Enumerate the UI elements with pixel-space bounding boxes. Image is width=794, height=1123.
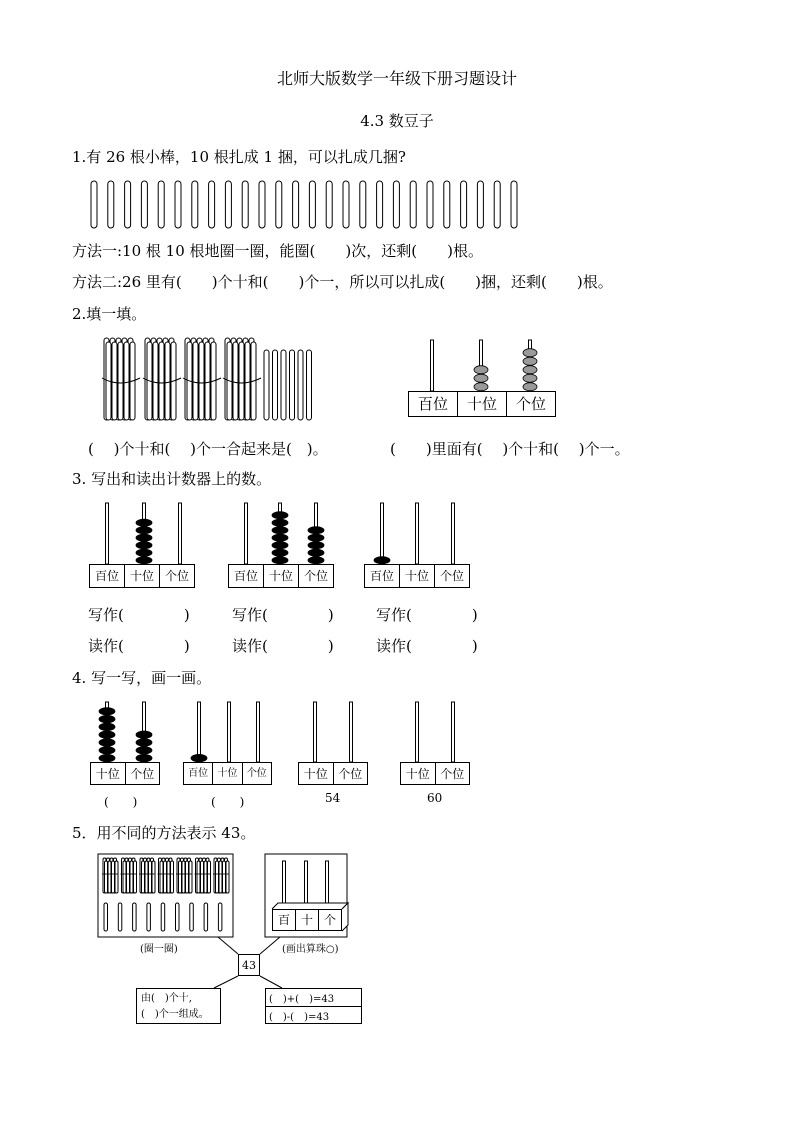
q5-compose-line1: 由( )个十,: [141, 993, 192, 1004]
bundle-stick: [219, 861, 222, 893]
loose-stick: [218, 903, 222, 931]
q4-a2-tens: 十位: [213, 763, 242, 784]
q2-label-hundreds: 百位: [409, 392, 458, 416]
loose-stick: [118, 903, 122, 931]
q3-a2-tens: 十位: [264, 565, 299, 587]
bundle-stick: [108, 861, 111, 893]
q3-write-3: 写作( ): [376, 606, 478, 624]
bundle-stick: [142, 861, 145, 893]
q5-equation-box: [265, 988, 362, 1024]
q1-question: 1.有 26 根小棒，10 根扎成 1 捆，可以扎成几捆?: [72, 148, 406, 166]
q5-label-tens: 十: [296, 910, 319, 930]
q5-label-hundreds: 百: [273, 910, 296, 930]
bundle-stick: [130, 861, 133, 893]
loose-stick: [104, 903, 108, 931]
q2-label-ones: 个位: [515, 394, 546, 413]
connector-line: [214, 976, 238, 988]
bundle-stick: [105, 861, 108, 893]
loose-stick: [133, 903, 137, 931]
q4-a4-ones: 个位: [440, 766, 465, 781]
q4-a3-ones: 个位: [338, 766, 363, 781]
q5-label-ones: 个: [323, 913, 336, 927]
q3-a2-hundreds: 百位: [229, 565, 264, 587]
q2-label-tens: 十位: [458, 392, 507, 416]
q3-heading: 3. 写出和读出计数器上的数。: [72, 470, 272, 488]
q3-a1-hundreds: 百位: [90, 565, 125, 587]
q3-write-1: 写作( ): [88, 606, 190, 624]
q3-a3-hundreds: 百位: [365, 565, 400, 587]
q2-heading: 2.填一填。: [72, 305, 147, 323]
loose-stick: [190, 903, 194, 931]
bundle-stick: [182, 861, 185, 893]
loose-stick: [147, 903, 151, 931]
q3-a1-tens: 十位: [125, 565, 160, 587]
bundle-stick: [152, 861, 155, 893]
q4-a1-tens: 十位: [91, 763, 126, 784]
q5-center-number: 43: [238, 954, 260, 976]
q4-blank-1: ( ): [104, 795, 138, 809]
rod: [326, 861, 329, 909]
q4-a4-tens: 十位: [401, 763, 436, 784]
q2-fill-right: ( )里面有( )个十和( )个一。: [390, 440, 630, 458]
bundle-stick: [112, 861, 115, 893]
loose-stick: [161, 903, 165, 931]
loose-stick: [204, 903, 208, 931]
q3-a3-ones: 个位: [439, 569, 464, 583]
q3-read-1: 读作( ): [88, 637, 190, 655]
q4-number-54: 54: [325, 791, 341, 805]
bundle-stick: [171, 861, 174, 893]
bundle-stick: [115, 861, 118, 893]
q5-draw-caption: (画出算珠○): [282, 944, 339, 955]
bundle-stick: [149, 861, 152, 893]
bundle-stick: [167, 861, 170, 893]
bundle-stick: [201, 861, 204, 893]
bundle-stick: [134, 861, 137, 893]
q3-a3-tens: 十位: [400, 565, 435, 587]
bundle-stick: [160, 861, 163, 893]
bundle-stick: [189, 861, 192, 893]
q4-a1-ones: 个位: [130, 766, 155, 781]
bundle-stick: [179, 861, 182, 893]
connector-line: [260, 976, 282, 988]
q5-heading: 5．用不同的方法表示 43。: [72, 824, 256, 842]
q5-equation-2: ( )-( )=43: [269, 1012, 330, 1023]
loose-stick: [176, 903, 180, 931]
q3-read-2: 读作( ): [232, 637, 334, 655]
q3-read-3: 读作( ): [376, 637, 478, 655]
q5-abacus-base: [272, 909, 342, 931]
q1-method1: 方法一:10 根 10 根地圈一圈，能圈( )次，还剩( )根。: [72, 242, 483, 260]
bundle-stick: [226, 861, 229, 893]
q4-blank-2: ( ): [211, 795, 245, 809]
q3-write-2: 写作( ): [232, 606, 334, 624]
bundle-stick: [208, 861, 211, 893]
rod: [305, 861, 308, 909]
q4-a2-ones: 个位: [246, 767, 267, 779]
q1-method2: 方法二:26 里有( )个十和( )个一，所以可以扎成( )捆，还剩( )根。: [72, 273, 613, 291]
bundle-stick: [186, 861, 189, 893]
q5-equation-1: ( )+( )=43: [266, 989, 361, 1007]
bundle-stick: [164, 861, 167, 893]
q2-fill-left: ( )个十和( )个一合起来是( )。: [88, 440, 328, 458]
q3-a1-ones: 个位: [164, 569, 189, 583]
rod: [283, 861, 286, 909]
bundle-stick: [204, 861, 207, 893]
connector-line: [260, 937, 280, 954]
page-subtitle: 4.3 数豆子: [360, 112, 434, 130]
q3-a2-ones: 个位: [303, 569, 328, 583]
q4-number-60: 60: [427, 791, 443, 805]
bundle-stick: [223, 861, 226, 893]
bundle-stick: [145, 861, 148, 893]
bundle-stick: [197, 861, 200, 893]
q4-a2-hundreds: 百位: [184, 763, 213, 784]
bundle-stick: [216, 861, 219, 893]
bundle-stick: [123, 861, 126, 893]
q5-compose-line2: ( )个一组成。: [141, 1009, 209, 1020]
q5-compose-box: [136, 988, 221, 1024]
q5-circle-caption: (圈一圈): [140, 944, 178, 955]
q4-a3-tens: 十位: [299, 763, 334, 784]
q4-heading: 4. 写一写，画一画。: [72, 669, 212, 687]
bundle-stick: [127, 861, 130, 893]
connector-line: [218, 937, 238, 954]
page-title: 北师大版数学一年级下册习题设计: [276, 69, 517, 88]
